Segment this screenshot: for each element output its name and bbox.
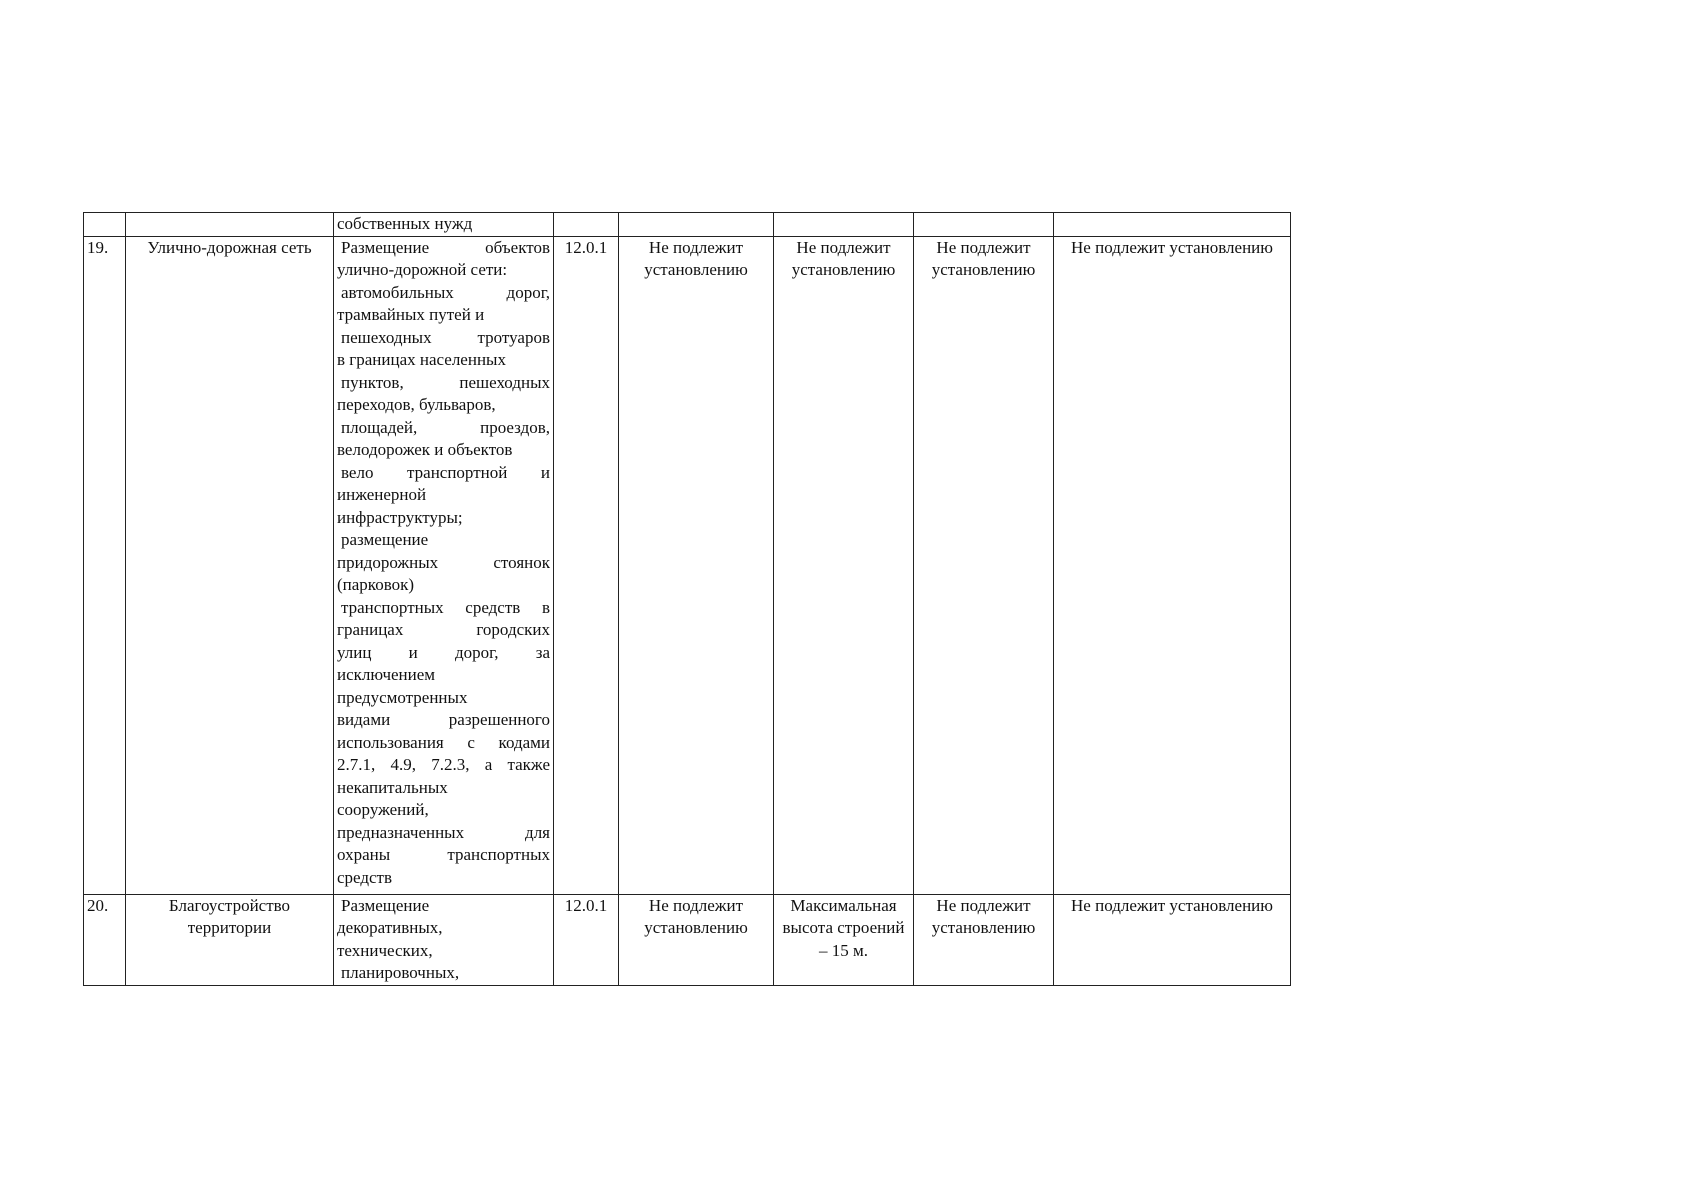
description-line: Размещение [341, 895, 430, 915]
use-name-cell [126, 213, 334, 237]
use-description-cell [334, 894, 554, 985]
description-line: технических, [337, 940, 433, 960]
description-line: границах городских [337, 620, 550, 639]
param-cell: Не подлежит установлению [774, 236, 914, 894]
description-line: (парковок) [337, 575, 415, 594]
use-name-cell: Улично-дорожная сеть [126, 236, 334, 894]
description-line: вело транспортной и [341, 462, 550, 482]
param-cell: Не подлежит установлению [619, 894, 774, 985]
use-description-cell [334, 236, 554, 894]
param-cell: Не подлежит установлению [1054, 236, 1291, 894]
description-line: размещение [341, 530, 429, 549]
description-line: 2.7.1, 4.9, 7.2.3, а также [337, 755, 550, 774]
param-cell: Не подлежит установлению [914, 236, 1054, 894]
param-cell: Максимальная высота строений – 15 м. [774, 894, 914, 985]
param-cell: Не подлежит установлению [1054, 894, 1291, 985]
description-line: транспортных средств в [341, 597, 550, 617]
param-cell [1054, 213, 1291, 237]
description-line: улично-дорожной сети: [337, 260, 508, 279]
param-cell [774, 213, 914, 237]
description-line: исключением [337, 665, 436, 684]
description-line: некапитальных [337, 777, 448, 797]
description-line: инфраструктуры; [337, 507, 463, 527]
description-line: пунктов, пешеходных [341, 372, 550, 392]
description-line: площадей, проездов, [341, 417, 550, 437]
description-line: инженерной [337, 485, 427, 504]
use-description-cell [334, 213, 554, 237]
description-line: охраны транспортных [337, 845, 550, 864]
table-row [84, 213, 1291, 237]
description-line: улиц и дорог, за [337, 642, 550, 662]
row-number-cell [84, 213, 126, 237]
description-line: сооружений, [337, 800, 429, 819]
table-row [84, 236, 1291, 894]
param-cell: Не подлежит установлению [914, 894, 1054, 985]
param-cell [914, 213, 1054, 237]
regulations-table [83, 212, 1291, 986]
description-line: предусмотренных [337, 687, 468, 707]
description-line: переходов, бульваров, [337, 395, 496, 414]
row-number-cell: 19. [84, 236, 126, 894]
description-line: планировочных, [341, 963, 460, 982]
description-line: велодорожек и объектов [337, 440, 513, 459]
description-line: придорожных стоянок [337, 552, 550, 572]
param-cell [619, 213, 774, 237]
row-number-cell: 20. [84, 894, 126, 985]
code-cell: 12.0.1 [554, 236, 619, 894]
code-cell: 12.0.1 [554, 894, 619, 985]
description-line: в границах населенных [337, 350, 506, 369]
table-row [84, 894, 1291, 985]
description-line: использования с кодами [337, 732, 550, 752]
description-line: пешеходных тротуаров [341, 327, 550, 347]
description-line: предназначенных для [337, 822, 550, 842]
use-name-cell: Благоустройство территории [126, 894, 334, 985]
param-cell: Не подлежит установлению [619, 236, 774, 894]
description-line: собственных нужд [337, 214, 473, 233]
code-cell [554, 213, 619, 237]
description-line: средств [337, 867, 393, 887]
description-line: декоративных, [337, 918, 443, 937]
description-line: видами разрешенного [337, 710, 550, 729]
description-line: Размещение объектов [341, 237, 550, 257]
description-line: автомобильных дорог, [341, 282, 550, 302]
description-line: трамвайных путей и [337, 305, 485, 324]
